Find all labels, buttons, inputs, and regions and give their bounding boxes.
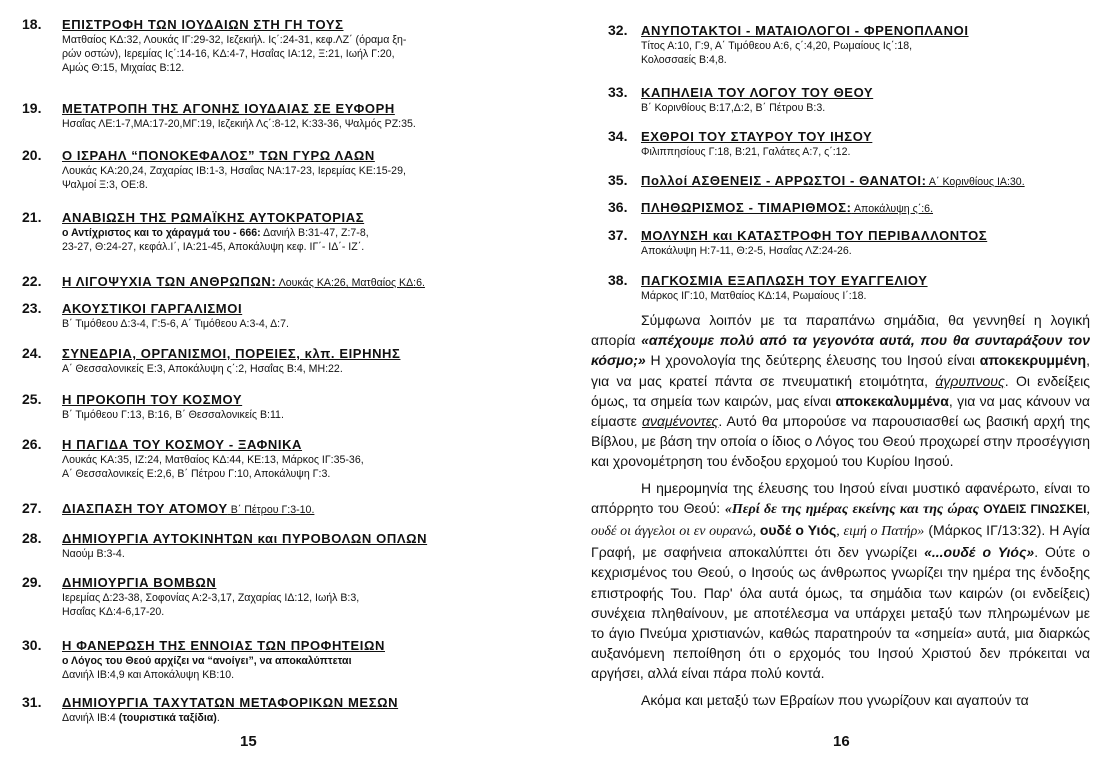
list-item: [22, 345, 541, 376]
item-body: [62, 436, 541, 481]
item-title-text: ΔΙΑΣΠΑΣΗ ΤΟΥ ΑΤΟΜΟΥ: [62, 501, 228, 516]
item-title: [641, 128, 1089, 145]
item-title-text: Ο ΙΣΡΑΗΛ “ΠΟΝΟΚΕΦΑΛΟΣ” ΤΩΝ ΓΥΡΩ ΛΑΩΝ: [62, 148, 375, 163]
reference-text: Κολοσσαείς Β:4,8.: [641, 54, 727, 67]
item-body: [641, 84, 1089, 115]
item-body: [62, 391, 541, 422]
body-text: [591, 310, 1090, 710]
reference-text: Δανιήλ ΙΒ:4: [62, 712, 119, 724]
item-body: [62, 100, 541, 131]
item-body: [62, 637, 541, 682]
reference-text: Ψαλμοί Ξ:3, ΟΕ:8.: [62, 179, 148, 192]
item-body: [62, 16, 541, 76]
item-reference: [641, 53, 1089, 67]
reference-text: Δανιήλ ΙΒ:4,9 και Αποκάλυψη ΚΒ:10.: [62, 669, 235, 682]
item-title: [641, 172, 1089, 191]
list-item: [22, 273, 541, 292]
item-reference: [62, 591, 541, 605]
item-number: 34.: [608, 128, 628, 144]
item-body: [62, 530, 541, 561]
item-title: [641, 22, 1089, 39]
item-title: [641, 84, 1089, 101]
reference-text: Λουκάς ΚΑ:35, ΙΖ:24, Ματθαίος ΚΔ:44, ΚΕ:13, Μάρκος ΙΓ:35-36,: [62, 454, 364, 466]
item-body: [641, 199, 1089, 218]
item-body: [62, 300, 541, 331]
list-item: [608, 272, 1089, 303]
item-number: 22.: [22, 273, 42, 289]
item-reference: [641, 145, 1089, 159]
item-title-text: Πολλοί ΑΣΘΕΝΕΙΣ - ΑΡΡΩΣΤΟΙ - ΘΑΝΑΤΟΙ:: [641, 173, 927, 188]
item-title: [641, 199, 1089, 218]
item-reference: [62, 47, 541, 61]
item-reference: Λουκάς ΚΑ:26, Ματθαίος ΚΔ:6.: [276, 277, 425, 289]
item-reference: [641, 289, 1089, 303]
item-body: [641, 22, 1089, 67]
reference-text: Β΄ Κορινθίους Β:17,Δ:2, Β΄ Πέτρου Β:3.: [641, 102, 826, 114]
item-body: [62, 147, 541, 192]
item-number: 26.: [22, 436, 42, 452]
item-number: 27.: [22, 500, 42, 516]
reference-text: Ησαΐας ΛΕ:1-7,ΜΑ:17-20,ΜΓ:19, Ιεζεκιήλ Λς΄:8-12, Κ:33-36, Ψαλμός ΡΖ:35.: [62, 118, 416, 130]
item-reference: [62, 61, 541, 75]
reference-text: Λουκάς ΚΑ:20,24, Ζαχαρίας ΙΒ:1-3, Ησαΐας ΝΑ:17-23, Ιερεμίας ΚΕ:15-29,: [62, 165, 406, 177]
list-item: [22, 637, 541, 682]
page-number: 16: [833, 733, 850, 750]
item-body: [62, 574, 541, 619]
item-title: [641, 227, 1089, 244]
list-item: [608, 199, 1089, 218]
reference-text: Β΄ Τιμόθεου Δ:3-4, Γ:5-6, Α΄ Τιμόθεου Α:3-4, Δ:7.: [62, 318, 289, 330]
reference-text: Αποκάλυψη Η:7-11, Θ:2-5, Ησαΐας ΛΖ:24-26.: [641, 245, 852, 257]
list-item: [608, 172, 1089, 191]
item-reference: [62, 453, 541, 467]
list-item: [22, 391, 541, 422]
item-body: [641, 272, 1089, 303]
item-body: [641, 128, 1089, 159]
item-title-text: Η ΛΙΓΟΨΥΧΙΑ ΤΩΝ ΑΝΘΡΩΠΩΝ:: [62, 274, 277, 289]
list-item: [22, 694, 541, 725]
item-reference: [62, 711, 541, 725]
item-reference: [641, 244, 1089, 258]
list-item: [608, 84, 1089, 115]
item-title: [62, 300, 541, 317]
item-number: 29.: [22, 574, 42, 590]
item-title-text: ΜΟΛΥΝΣΗ και ΚΑΤΑΣΤΡΟΦΗ ΤΟΥ ΠΕΡΙΒΑΛΛΟΝΤΟΣ: [641, 228, 988, 243]
reference-text: Τίτος Α:10, Γ:9, Α΄ Τιμόθεου Α:6, ς΄:4,20, Ρωμαίους Ις΄:18,: [641, 40, 913, 52]
item-subtitle: ο Λόγος του Θεού αρχίζει να “ανοίγει”, να αποκαλύπτεται: [62, 655, 352, 667]
item-title: [62, 694, 541, 711]
paragraph: Σύμφωνα λοιπόν με τα παραπάνω σημάδια, θα γεννηθεί η λογική απορία «απέχουμε πολύ από τα γεγονότα αυτά, που θα συνταράξουν τον κόσμο;» Η χρονολογία της δεύτερης έλευσης του Ιησού είναι αποκεκρυμμένη, για να μας κρατεί πάντα σε πνευματική ετοιμότητα, άγρυπνους. Οι ενδείξεις όμως, τα σημεία των καιρών, μας είναι αποκεκαλυμμένα, για να μας κάνουν να είμαστε αναμένοντες. Αυτό θα μπορούσε να παρουσιασθεί ως βασική αρχή της Βίβλου, με βάση την οποία ο ίδιος ο Λόγος του Θεού προχωρεί στην προσέγγιση και χρονομέτρηση του ένδοξου ερχομού του Κυρίου Ιησού.: [591, 312, 1091, 470]
item-title: [62, 637, 541, 654]
item-title: [62, 345, 541, 362]
item-title: [62, 16, 541, 33]
item-number: 30.: [22, 637, 42, 653]
reference-text: Φιλιππησίους Γ:18, Β:21, Γαλάτες Α:7, ς΄:12.: [641, 146, 851, 158]
item-title: [62, 500, 541, 519]
item-title-text: ΚΑΠΗΛΕΙΑ ΤΟΥ ΛΟΓΟΥ ΤΟΥ ΘΕΟΥ: [641, 85, 874, 100]
item-subtitle: ο Αντίχριστος και το χάραγμά του - 666:: [62, 227, 261, 239]
reference-text: Δανιήλ Β:31-47, Ζ:7-8,: [260, 227, 369, 239]
reference-text: Α΄ Θεσσαλονικείς Ε:3, Αποκάλυψη ς΄:2, Ησαΐας Β:4, ΜΗ:22.: [62, 363, 343, 375]
item-title-text: ΑΝΑΒΙΩΣΗ ΤΗΣ ΡΩΜΑΪΚΗΣ ΑΥΤΟΚΡΑΤΟΡΙΑΣ: [62, 210, 365, 225]
item-number: 20.: [22, 147, 42, 163]
reference-text: Α΄ Θεσσαλονικείς Ε:2,6, Β΄ Πέτρου Γ:10, Αποκάλυψη Γ:3.: [62, 468, 331, 481]
item-title-text: ΔΗΜΙΟΥΡΓΙΑ ΤΑΧΥΤΑΤΩΝ ΜΕΤΑΦΟΡΙΚΩΝ ΜΕΣΩΝ: [62, 695, 399, 710]
reference-text: Ιερεμίας Δ:23-38, Σοφονίας Α:2-3,17, Ζαχαρίας ΙΔ:12, Ιωήλ Β:3,: [62, 592, 360, 604]
item-body: [62, 694, 541, 725]
right-page: [550, 0, 1099, 761]
item-reference: [62, 226, 541, 240]
item-title: [62, 273, 541, 292]
item-title: [62, 391, 541, 408]
reference-text: Β΄ Τιμόθεου Γ:13, Β:16, Β΄ Θεσσαλονικείς Β:11.: [62, 409, 284, 421]
list-item: [22, 147, 541, 192]
item-title-text: ΑΚΟΥΣΤΙΚΟΙ ΓΑΡΓΑΛΙΣΜΟΙ: [62, 301, 243, 316]
item-title-text: ΣΥΝΕΔΡΙΑ, ΟΡΓΑΝΙΣΜΟΙ, ΠΟΡΕΙΕΣ, κλπ. ΕΙΡΗΝΗΣ: [62, 346, 401, 361]
item-reference: [62, 117, 541, 131]
item-title-text: ΕΠΙΣΤΡΟΦΗ ΤΩΝ ΙΟΥΔΑΙΩΝ ΣΤΗ ΓΗ ΤΟΥΣ: [62, 17, 344, 32]
item-number: 23.: [22, 300, 42, 316]
list-item: [608, 128, 1089, 159]
item-title: [62, 530, 541, 547]
item-reference: [62, 668, 541, 682]
item-reference: [62, 467, 541, 481]
item-title-text: Η ΦΑΝΕΡΩΣΗ ΤΗΣ ΕΝΝΟΙΑΣ ΤΩΝ ΠΡΟΦΗΤΕΙΩΝ: [62, 638, 385, 653]
item-number: 28.: [22, 530, 42, 546]
item-reference: [641, 101, 1089, 115]
list-item: [22, 530, 541, 561]
item-reference: [62, 605, 541, 619]
item-number: 33.: [608, 84, 628, 100]
item-number: 38.: [608, 272, 628, 288]
item-reference: [62, 317, 541, 331]
page-number: 15: [240, 733, 257, 750]
item-title-text: ΠΑΓΚΟΣΜΙΑ ΕΞΑΠΛΩΣΗ ΤΟΥ ΕΥΑΓΓΕΛΙΟΥ: [641, 273, 928, 288]
item-reference: [62, 33, 541, 47]
item-title: [62, 436, 541, 453]
item-title-text: ΔΗΜΙΟΥΡΓΙΑ ΑΥΤΟΚΙΝΗΤΩΝ και ΠΥΡΟΒΟΛΩΝ ΟΠΛΩΝ: [62, 531, 428, 546]
item-reference: [62, 164, 541, 178]
paragraph: Η ημερομηνία της έλευσης του Ιησού είναι μυστικό αφανέρωτο, είναι το απόρρητο του Θεού: «Περί δε της ημέρας εκείνης και της ώρας ΟΥΔΕΙΣ ΓΙΝΩΣΚΕΙ, ουδέ οι άγγελοι οι εν ουρανώ, ουδέ ο Υιός, ειμή ο Πατήρ» (Μάρκος ΙΓ/13:32). Η Αγία Γραφή, με σαφήνεια αποκαλύπτει ότι δεν γνωρίζει «...ουδέ ο Υιός». Ούτε ο κεχρισμένος του Θεού, ο Ιησούς ως άνθρωπος γνωρίζει την ημέρα της ένδοξης επιστροφής Του. Παρ' όλα αυτά όμως, τα σημάδια των καιρών (οι ενδείξεις) συνέχεια πληθαίνουν, με αποτέλεσμα να υπάρχει μεταξύ των πληρωμένων με το άγιο Πνεύμα χριστιανών, καθώς παρατηρούν τα «σημεία» αυτά, μια διαρκώς αυξανόμενη πεποίθηση ότι ο ερχομός του Ιησού Χριστού δεν πρόκειται να αργήσει, αλλά είναι πάρα πολύ κοντά.: [591, 479, 1091, 682]
item-number: 31.: [22, 694, 42, 710]
list-item: [608, 227, 1089, 258]
item-reference: [641, 39, 1089, 53]
item-number: 19.: [22, 100, 42, 116]
item-reference: [62, 362, 541, 376]
reference-text: ρών οστών), Ιερεμίας Ις΄:14-16, ΚΔ:4-7, Ησαΐας ΙΑ:12, Ξ:21, Ιωήλ Γ:20,: [62, 48, 395, 61]
item-title: [62, 574, 541, 591]
item-number: 35.: [608, 172, 628, 188]
reference-text: Ναούμ Β:3-4.: [62, 548, 125, 560]
item-title: [62, 100, 541, 117]
item-number: 37.: [608, 227, 628, 243]
item-reference: [62, 178, 541, 192]
item-title: [641, 272, 1089, 289]
item-title-text: Η ΠΡΟΚΟΠΗ ΤΟΥ ΚΟΣΜΟΥ: [62, 392, 243, 407]
list-item: [22, 500, 541, 519]
reference-text: Ματθαίος ΚΔ:32, Λουκάς ΙΓ:29-32, Ιεζεκιήλ. Ις΄:24-31, κεφ.ΛΖ΄ (όραμα ξη-: [62, 34, 407, 46]
item-body: [62, 273, 541, 292]
list-item: [22, 300, 541, 331]
item-number: 18.: [22, 16, 42, 32]
list-item: [22, 16, 541, 76]
item-title-text: ΑΝΥΠΟΤΑΚΤΟΙ - ΜΑΤΑΙΟΛΟΓΟΙ - ΦΡΕΝΟΠΛΑΝΟΙ: [641, 23, 969, 38]
item-reference: Αποκάλυψη ς΄:6.: [851, 203, 934, 215]
reference-text: Ησαΐας ΚΔ:4-6,17-20.: [62, 606, 165, 619]
reference-text: .: [216, 712, 220, 724]
item-title-text: ΕΧΘΡΟΙ ΤΟΥ ΣΤΑΥΡΟΥ ΤΟΥ ΙΗΣΟΥ: [641, 129, 873, 144]
item-number: 36.: [608, 199, 628, 215]
item-title-text: ΜΕΤΑΤΡΟΠΗ ΤΗΣ ΑΓΟΝΗΣ ΙΟΥΔΑΙΑΣ ΣΕ ΕΥΦΟΡΗ: [62, 101, 395, 116]
item-title-text: Η ΠΑΓΙΔΑ ΤΟΥ ΚΟΣΜΟΥ - ΞΑΦΝΙΚΑ: [62, 437, 303, 452]
item-title-text: ΔΗΜΙΟΥΡΓΙΑ ΒΟΜΒΩΝ: [62, 575, 217, 590]
item-body: [62, 500, 541, 519]
paragraph: Ακόμα και μεταξύ των Εβραίων που γνωρίζουν και αγαπούν τα: [641, 691, 1029, 708]
list-item: [608, 22, 1089, 67]
list-item: [22, 574, 541, 619]
reference-text: 23-27, Θ:24-27, κεφάλ.Ι΄, ΙΑ:21-45, Αποκάλυψη κεφ. ΙΓ΄- ΙΔ΄- ΙΖ΄.: [62, 241, 365, 254]
item-title: [62, 209, 541, 226]
reference-note: (τουριστικά ταξίδια): [118, 712, 217, 724]
item-reference: [62, 408, 541, 422]
item-number: 21.: [22, 209, 42, 225]
item-body: [62, 209, 541, 254]
reference-text: Μάρκος ΙΓ:10, Ματθαίος ΚΔ:14, Ρωμαίους Ι΄:18.: [641, 290, 867, 302]
left-page: [0, 0, 549, 761]
item-title: [62, 147, 541, 164]
list-item: [22, 209, 541, 254]
item-reference: [62, 240, 541, 254]
list-item: [22, 100, 541, 131]
reference-text: Αμώς Θ:15, Μιχαίας Β:12.: [62, 62, 185, 75]
item-body: [62, 345, 541, 376]
item-number: 25.: [22, 391, 42, 407]
item-body: [641, 227, 1089, 258]
item-reference: [62, 547, 541, 561]
item-body: [641, 172, 1089, 191]
item-title-text: ΠΛΗΘΩΡΙΣΜΟΣ - ΤΙΜΑΡΙΘΜΟΣ:: [641, 200, 852, 215]
item-number: 32.: [608, 22, 628, 38]
item-number: 24.: [22, 345, 42, 361]
item-reference: Β΄ Πέτρου Γ:3-10.: [227, 504, 315, 516]
list-item: [22, 436, 541, 481]
item-reference: Α΄ Κορινθίους ΙΑ:30.: [926, 176, 1025, 188]
